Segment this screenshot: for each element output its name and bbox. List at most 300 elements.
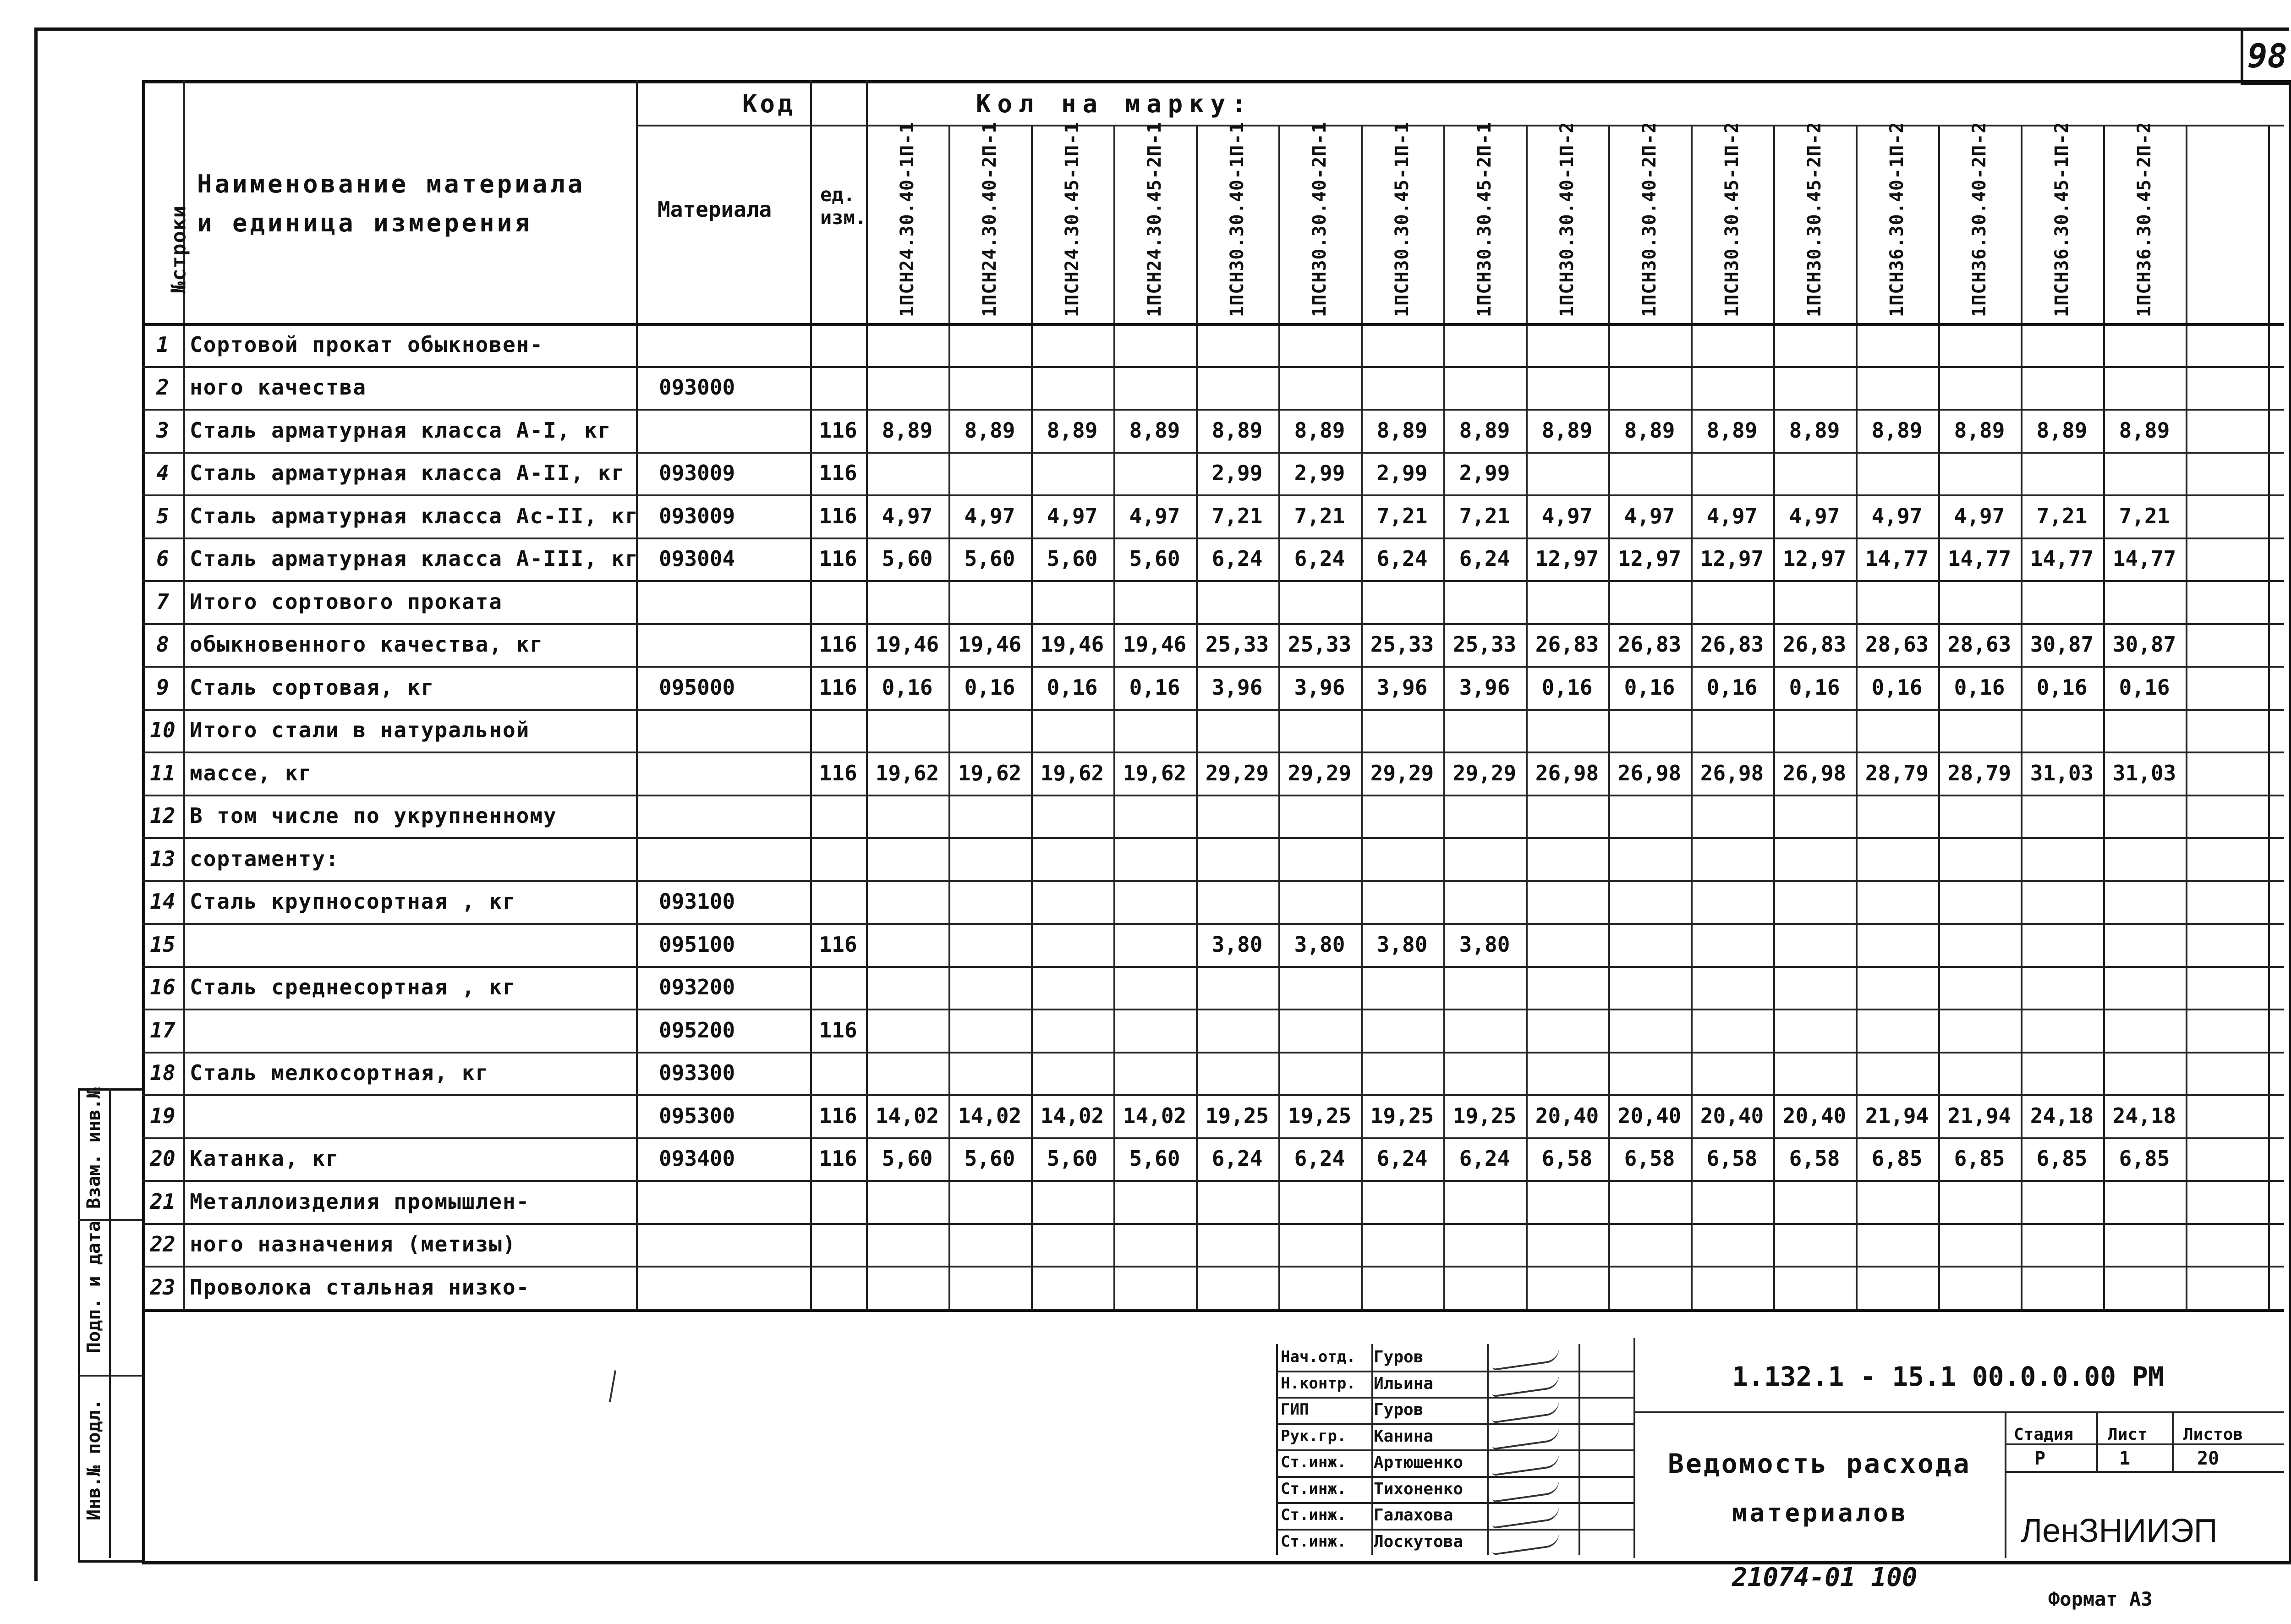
quantity-cell: 4,97 — [1047, 503, 1098, 528]
mark-header: 1ПСН30.30.40-1П-1 — [1227, 121, 1248, 317]
material-name: Сталь арматурная класса А-II, кг — [190, 461, 625, 486]
quantity-cell: 0,16 — [1129, 675, 1180, 700]
mark-header: 1ПСН30.30.45-1П-2 — [1721, 121, 1743, 317]
material-name: В том числе по укрупненному — [190, 803, 557, 828]
quantity-cell: 26,98 — [1535, 760, 1599, 785]
signature-name: Ильина — [1374, 1374, 1434, 1393]
material-name: массе, кг — [190, 760, 312, 785]
unit-code: 116 — [819, 546, 857, 571]
quantity-cell: 31,03 — [2030, 760, 2094, 785]
unit-code: 116 — [819, 675, 857, 700]
row-number: 18 — [150, 1060, 175, 1086]
mark-header: 1ПСН30.30.45-1П-1 — [1392, 121, 1413, 317]
sheets-label: Листов — [2183, 1425, 2243, 1444]
quantity-cell: 3,80 — [1294, 932, 1345, 957]
quantity-cell: 28,63 — [1865, 632, 1929, 657]
material-name: Итого сортового проката — [190, 589, 503, 614]
row-line — [142, 1309, 2284, 1312]
quantity-cell: 8,89 — [1706, 417, 1758, 443]
material-code: 095000 — [659, 675, 735, 700]
row-number: 20 — [150, 1146, 175, 1171]
row-number: 1 — [156, 332, 169, 357]
quantity-cell: 6,85 — [2119, 1146, 2170, 1171]
quantity-cell: 7,21 — [2119, 503, 2170, 528]
quantity-cell: 24,18 — [2112, 1103, 2176, 1128]
material-code: 093009 — [659, 461, 735, 486]
quantity-cell: 6,24 — [1376, 546, 1428, 571]
material-code: 095300 — [659, 1103, 735, 1128]
quantity-cell: 6,58 — [1706, 1146, 1758, 1171]
quantity-cell: 28,63 — [1947, 632, 2011, 657]
column-line — [2268, 125, 2270, 1309]
quantity-cell: 26,83 — [1617, 632, 1682, 657]
quantity-cell: 28,79 — [1865, 760, 1929, 785]
material-code — [636, 1180, 810, 1223]
material-code — [636, 623, 810, 666]
quantity-cell: 14,77 — [2112, 546, 2176, 571]
quantity-cell: 31,03 — [2112, 760, 2176, 785]
quantity-cell: 14,77 — [1865, 546, 1929, 571]
quantity-cell: 5,60 — [882, 1146, 933, 1171]
quantity-cell: 4,97 — [882, 503, 933, 528]
unit-code: 116 — [819, 632, 857, 657]
unit-code — [810, 1180, 866, 1223]
quantity-cell: 3,96 — [1376, 675, 1428, 700]
material-name: ного качества — [190, 375, 367, 400]
unit-code — [810, 1266, 866, 1309]
quantity-cell: 4,97 — [964, 503, 1015, 528]
signature-name: Артюшенко — [1374, 1453, 1463, 1472]
stage-label: Стадия — [2014, 1425, 2074, 1444]
mark-header: 1ПСН30.30.40-1П-2 — [1557, 121, 1578, 317]
quantity-cell: 14,02 — [958, 1103, 1022, 1128]
quantity-cell: 0,16 — [882, 675, 933, 700]
row-number: 10 — [150, 718, 175, 743]
quantity-cell: 0,16 — [1624, 675, 1675, 700]
quantity-cell: 7,21 — [1294, 503, 1345, 528]
material-name: Металлоизделия промышлен- — [190, 1189, 530, 1214]
material-code: 093400 — [659, 1146, 735, 1171]
quantity-cell: 6,24 — [1376, 1146, 1428, 1171]
mark-header: 1ПСН24.30.40-1П-1 — [897, 121, 918, 317]
stage-value: Р — [2034, 1448, 2046, 1469]
quantity-cell: 19,25 — [1288, 1103, 1352, 1128]
quantity-cell: 2,99 — [1459, 461, 1510, 486]
signature-name: Канина — [1374, 1426, 1434, 1446]
mark-header: 1ПСН30.30.40-2П-1 — [1309, 121, 1330, 317]
quantity-cell: 19,25 — [1452, 1103, 1517, 1128]
quantity-cell: 20,40 — [1535, 1103, 1599, 1128]
quantity-cell: 19,46 — [958, 632, 1022, 657]
material-code — [636, 752, 810, 795]
quantity-cell: 26,98 — [1700, 760, 1764, 785]
quantity-cell: 0,16 — [2036, 675, 2088, 700]
quantity-cell: 3,96 — [1294, 675, 1345, 700]
unit-code: 116 — [819, 417, 857, 443]
quantity-cell: 24,18 — [2030, 1103, 2094, 1128]
quantity-cell: 8,89 — [1871, 417, 1923, 443]
quantity-cell: 25,33 — [1452, 632, 1517, 657]
quantity-cell: 6,58 — [1789, 1146, 1840, 1171]
quantity-cell: 7,21 — [1376, 503, 1428, 528]
row-number: 17 — [150, 1017, 175, 1042]
quantity-cell: 28,79 — [1947, 760, 2011, 785]
quantity-cell: 4,97 — [1129, 503, 1180, 528]
quantity-cell: 26,83 — [1700, 632, 1764, 657]
material-code — [636, 837, 810, 880]
quantity-cell: 2,99 — [1294, 461, 1345, 486]
mark-header: 1ПСН36.30.45-2П-2 — [2134, 121, 2155, 317]
quantity-cell: 26,98 — [1617, 760, 1682, 785]
quantity-cell: 25,33 — [1205, 632, 1269, 657]
quantity-cell: 19,46 — [1040, 632, 1104, 657]
material-name: Сталь крупносортная , кг — [190, 889, 516, 914]
quantity-cell: 7,21 — [1211, 503, 1263, 528]
signature-row-line — [1276, 1449, 1633, 1451]
row-number: 6 — [156, 546, 169, 571]
quantity-cell: 4,97 — [1789, 503, 1840, 528]
quantity-cell: 30,87 — [2112, 632, 2176, 657]
title-block-divider — [2172, 1411, 2174, 1471]
unit-code: 116 — [819, 932, 857, 957]
material-code — [636, 1266, 810, 1309]
material-name: Сталь мелкосортная, кг — [190, 1060, 489, 1086]
quantity-cell: 4,97 — [1954, 503, 2005, 528]
unit-code — [810, 1052, 866, 1095]
quantity-cell: 29,29 — [1205, 760, 1269, 785]
signature-row-line — [1276, 1423, 1633, 1425]
column-line — [2186, 125, 2187, 1309]
unit-code — [810, 709, 866, 752]
material-code: 093200 — [659, 975, 735, 1000]
quantity-cell: 0,16 — [1706, 675, 1758, 700]
signature-role: Ст.инж. — [1281, 1532, 1347, 1551]
signature-role: Н.контр. — [1281, 1374, 1356, 1393]
header-line — [636, 125, 2284, 126]
sheet-label: Лист — [2108, 1425, 2148, 1444]
quantity-cell: 12,97 — [1700, 546, 1764, 571]
unit-code: 116 — [819, 1103, 857, 1128]
material-code-header: Материала — [658, 197, 772, 222]
unit-code: 116 — [819, 1146, 857, 1171]
material-code: 095100 — [659, 932, 735, 957]
quantity-cell: 6,24 — [1211, 546, 1263, 571]
quantity-cell: 0,16 — [1871, 675, 1923, 700]
quantity-cell: 0,16 — [1047, 675, 1098, 700]
quantity-cell: 19,46 — [875, 632, 939, 657]
quantity-cell: 12,97 — [1782, 546, 1847, 571]
quantity-cell: 14,02 — [875, 1103, 939, 1128]
material-code — [636, 795, 810, 838]
mark-header: 1ПСН36.30.40-2П-2 — [1969, 121, 1990, 317]
signature-role: Ст.инж. — [1281, 1506, 1347, 1524]
quantity-cell: 4,97 — [1541, 503, 1593, 528]
quantity-cell: 5,60 — [964, 1146, 1015, 1171]
quantity-cell: 8,89 — [1047, 417, 1098, 443]
quantity-cell: 4,97 — [1871, 503, 1923, 528]
signature-row-line — [1276, 1502, 1633, 1504]
material-name: Проволока стальная низко- — [190, 1274, 530, 1300]
quantity-cell: 3,80 — [1376, 932, 1428, 957]
material-name: сортаменту: — [190, 846, 340, 871]
sheets-value: 20 — [2197, 1448, 2220, 1469]
material-code — [636, 580, 810, 623]
quantity-cell: 8,89 — [1376, 417, 1428, 443]
signature-name: Галахова — [1374, 1506, 1453, 1525]
unit-code — [810, 837, 866, 880]
row-number: 12 — [150, 803, 175, 828]
quantity-cell: 6,24 — [1459, 1146, 1510, 1171]
quantity-cell: 2,99 — [1211, 461, 1263, 486]
row-number: 19 — [150, 1103, 175, 1128]
material-code: 095200 — [659, 1017, 735, 1042]
outer-frame-left — [34, 27, 38, 1581]
quantity-cell: 8,89 — [1624, 417, 1675, 443]
quantity-cell: 8,89 — [1789, 417, 1840, 443]
unit-code — [810, 323, 866, 366]
quantity-cell: 20,40 — [1617, 1103, 1682, 1128]
material-code — [636, 323, 810, 366]
quantity-cell: 7,21 — [2036, 503, 2088, 528]
row-number: 4 — [156, 461, 169, 486]
quantity-cell: 12,97 — [1535, 546, 1599, 571]
material-code — [636, 709, 810, 752]
signature-role: Ст.инж. — [1281, 1479, 1347, 1498]
row-number: 16 — [150, 975, 175, 1000]
quantity-cell: 29,29 — [1288, 760, 1352, 785]
title-block-divider — [2005, 1411, 2006, 1558]
quantity-cell: 8,89 — [1211, 417, 1263, 443]
quantity-cell: 6,58 — [1541, 1146, 1593, 1171]
quantity-cell: 3,80 — [1459, 932, 1510, 957]
signature-name: Тихоненко — [1374, 1479, 1463, 1498]
quantity-cell: 0,16 — [1954, 675, 2005, 700]
signature-role: Нач.отд. — [1281, 1348, 1356, 1366]
title-line2: материалов — [1732, 1498, 1909, 1527]
quantity-cell: 8,89 — [1129, 417, 1180, 443]
mark-header: 1ПСН30.30.45-2П-1 — [1474, 121, 1495, 317]
quantity-cell: 6,24 — [1294, 1146, 1345, 1171]
material-code: 093000 — [659, 375, 735, 400]
row-number: 8 — [156, 632, 169, 657]
quantity-cell: 5,60 — [1047, 546, 1098, 571]
quantity-cell: 3,96 — [1459, 675, 1510, 700]
material-name: Сталь арматурная класса А-I, кг — [190, 417, 612, 443]
material-code — [636, 1223, 810, 1266]
material-name: обыкновенного качества, кг — [190, 632, 544, 657]
quantity-cell: 19,62 — [958, 760, 1022, 785]
quantity-cell: 14,77 — [1947, 546, 2011, 571]
quantity-cell: 14,02 — [1123, 1103, 1187, 1128]
quantity-cell: 19,25 — [1370, 1103, 1434, 1128]
material-code: 093300 — [659, 1060, 735, 1086]
unit-header: ед. изм. — [820, 183, 867, 229]
organization-name: ЛенЗНИИЭП — [2021, 1513, 2218, 1549]
material-code: 093009 — [659, 503, 735, 528]
quantity-cell: 6,85 — [1871, 1146, 1923, 1171]
unit-code — [810, 795, 866, 838]
unit-code — [810, 1223, 866, 1266]
document-code: 1.132.1 - 15.1 00.0.0.00 РМ — [1732, 1361, 2164, 1392]
quantity-cell: 3,96 — [1211, 675, 1263, 700]
row-number: 11 — [150, 760, 175, 785]
signature-name: Лоскутова — [1374, 1532, 1463, 1551]
title-line1: Ведомость расхода — [1668, 1448, 1971, 1479]
quantity-cell: 8,89 — [1541, 417, 1593, 443]
quantity-cell: 25,33 — [1288, 632, 1352, 657]
unit-code: 116 — [819, 760, 857, 785]
material-name: Итого стали в натуральной — [190, 718, 530, 743]
title-block-line — [1633, 1411, 2284, 1413]
quantity-cell: 14,77 — [2030, 546, 2094, 571]
quantity-cell: 8,89 — [2119, 417, 2170, 443]
name-header-line2: и единица измерения — [197, 208, 532, 237]
row-number: 7 — [156, 589, 169, 614]
quantity-cell: 8,89 — [964, 417, 1015, 443]
quantity-cell: 29,29 — [1370, 760, 1434, 785]
row-number: 9 — [156, 675, 169, 700]
quantity-cell: 14,02 — [1040, 1103, 1104, 1128]
unit-code: 116 — [819, 461, 857, 486]
quantity-cell: 0,16 — [2119, 675, 2170, 700]
quantity-cell: 19,62 — [875, 760, 939, 785]
quantity-cell: 6,24 — [1211, 1146, 1263, 1171]
quantity-cell: 8,89 — [1954, 417, 2005, 443]
quantity-cell: 26,83 — [1535, 632, 1599, 657]
row-number: 2 — [156, 375, 169, 400]
outer-frame-top — [34, 27, 2289, 31]
quantity-cell: 5,60 — [1129, 1146, 1180, 1171]
quantity-cell: 19,62 — [1040, 760, 1104, 785]
sheet-value: 1 — [2119, 1448, 2131, 1469]
material-name — [190, 923, 633, 966]
mark-header: 1ПСН24.30.45-1П-1 — [1062, 121, 1083, 317]
quantity-cell: 19,25 — [1205, 1103, 1269, 1128]
quantity-cell: 6,24 — [1294, 546, 1345, 571]
mark-header: 1ПСН30.30.40-2П-2 — [1639, 121, 1660, 317]
side-divider-v — [109, 1088, 111, 1558]
signature-row-line — [1276, 1529, 1633, 1531]
quantity-cell: 8,89 — [1459, 417, 1510, 443]
quantity-cell: 5,60 — [964, 546, 1015, 571]
material-name: Сталь сортовая, кг — [190, 675, 435, 700]
quantity-cell: 6,58 — [1624, 1146, 1675, 1171]
signature-name: Гуров — [1374, 1400, 1424, 1419]
per-mark-header: Кол на марку: — [976, 89, 1253, 118]
signature-role: Ст.инж. — [1281, 1453, 1347, 1471]
row-number: 22 — [150, 1232, 175, 1257]
quantity-cell: 8,89 — [882, 417, 933, 443]
row-number: 23 — [150, 1274, 175, 1300]
material-name — [190, 1094, 633, 1137]
quantity-cell: 6,85 — [1954, 1146, 2005, 1171]
signature-name: Гуров — [1374, 1348, 1424, 1366]
title-block-line — [2005, 1471, 2284, 1473]
sheet-corner-number: 98 — [2247, 37, 2287, 75]
quantity-cell: 5,60 — [882, 546, 933, 571]
quantity-cell: 4,97 — [1624, 503, 1675, 528]
quantity-cell: 6,24 — [1459, 546, 1510, 571]
signature-row-line — [1276, 1397, 1633, 1399]
quantity-cell: 3,80 — [1211, 932, 1263, 957]
mark-header: 1ПСН24.30.45-2П-1 — [1144, 121, 1165, 317]
unit-code: 116 — [819, 1017, 857, 1042]
mark-header: 1ПСН36.30.40-1П-2 — [1886, 121, 1907, 317]
quantity-cell: 2,99 — [1376, 461, 1428, 486]
quantity-cell: 4,97 — [1706, 503, 1758, 528]
side-label-inv: Инв.№ подл. — [83, 1399, 104, 1520]
material-name: ного назначения (метизы) — [190, 1232, 516, 1257]
side-label-zam: Взам. инв.№ — [83, 1087, 104, 1209]
quantity-cell: 0,16 — [1541, 675, 1593, 700]
signature-row-line — [1276, 1371, 1633, 1372]
quantity-cell: 25,33 — [1370, 632, 1434, 657]
unit-code — [810, 580, 866, 623]
quantity-cell: 21,94 — [1865, 1103, 1929, 1128]
material-name: Катанка, кг — [190, 1146, 340, 1171]
title-block-divider — [2096, 1411, 2098, 1471]
quantity-cell: 8,89 — [1294, 417, 1345, 443]
row-number: 5 — [156, 503, 169, 528]
quantity-cell: 21,94 — [1947, 1103, 2011, 1128]
material-code — [636, 409, 810, 452]
mark-header: 1ПСН24.30.40-2П-1 — [979, 121, 1000, 317]
quantity-cell: 7,21 — [1459, 503, 1510, 528]
name-header-line1: Наименование материала — [197, 170, 586, 198]
quantity-cell: 5,60 — [1129, 546, 1180, 571]
material-name: Сталь среднесортная , кг — [190, 975, 516, 1000]
quantity-cell: 26,98 — [1782, 760, 1847, 785]
quantity-cell: 30,87 — [2030, 632, 2094, 657]
signature-row-line — [1276, 1476, 1633, 1478]
material-name: Сталь арматурная класса Ас-II, кг — [190, 503, 639, 528]
unit-code — [810, 966, 866, 1009]
quantity-cell: 8,89 — [2036, 417, 2088, 443]
quantity-cell: 5,60 — [1047, 1146, 1098, 1171]
title-block-left — [1633, 1338, 1635, 1558]
row-number: 13 — [150, 846, 175, 871]
material-name: Сортовой прокат обыкновен- — [190, 332, 544, 357]
quantity-cell: 19,62 — [1123, 760, 1187, 785]
signature-role: Рук.гр. — [1281, 1426, 1347, 1445]
quantity-cell: 0,16 — [1789, 675, 1840, 700]
side-label-podp: Подп. и дата — [83, 1221, 104, 1353]
quantity-cell: 0,16 — [964, 675, 1015, 700]
signature-role: ГИП — [1281, 1400, 1309, 1419]
quantity-cell: 6,85 — [2036, 1146, 2088, 1171]
mark-header: 1ПСН36.30.45-1П-2 — [2051, 121, 2072, 317]
material-name — [190, 1009, 633, 1052]
quantity-cell: 19,46 — [1123, 632, 1187, 657]
footer-number: 21074-01 100 — [1732, 1563, 1918, 1592]
unit-code — [810, 366, 866, 409]
quantity-cell: 29,29 — [1452, 760, 1517, 785]
row-number: 15 — [150, 932, 175, 957]
material-code: 093100 — [659, 889, 735, 914]
format-label: Формат А3 — [2048, 1588, 2153, 1610]
mark-header: 1ПСН30.30.45-2П-2 — [1804, 121, 1825, 317]
unit-code — [810, 880, 866, 923]
quantity-cell: 26,83 — [1782, 632, 1847, 657]
quantity-cell: 20,40 — [1700, 1103, 1764, 1128]
quantity-cell: 12,97 — [1617, 546, 1682, 571]
unit-code: 116 — [819, 503, 857, 528]
row-number: 3 — [156, 417, 169, 443]
row-number: 14 — [150, 889, 175, 914]
row-number-header: №строки — [167, 205, 191, 294]
code-header: Код — [742, 89, 795, 118]
quantity-cell: 20,40 — [1782, 1103, 1847, 1128]
